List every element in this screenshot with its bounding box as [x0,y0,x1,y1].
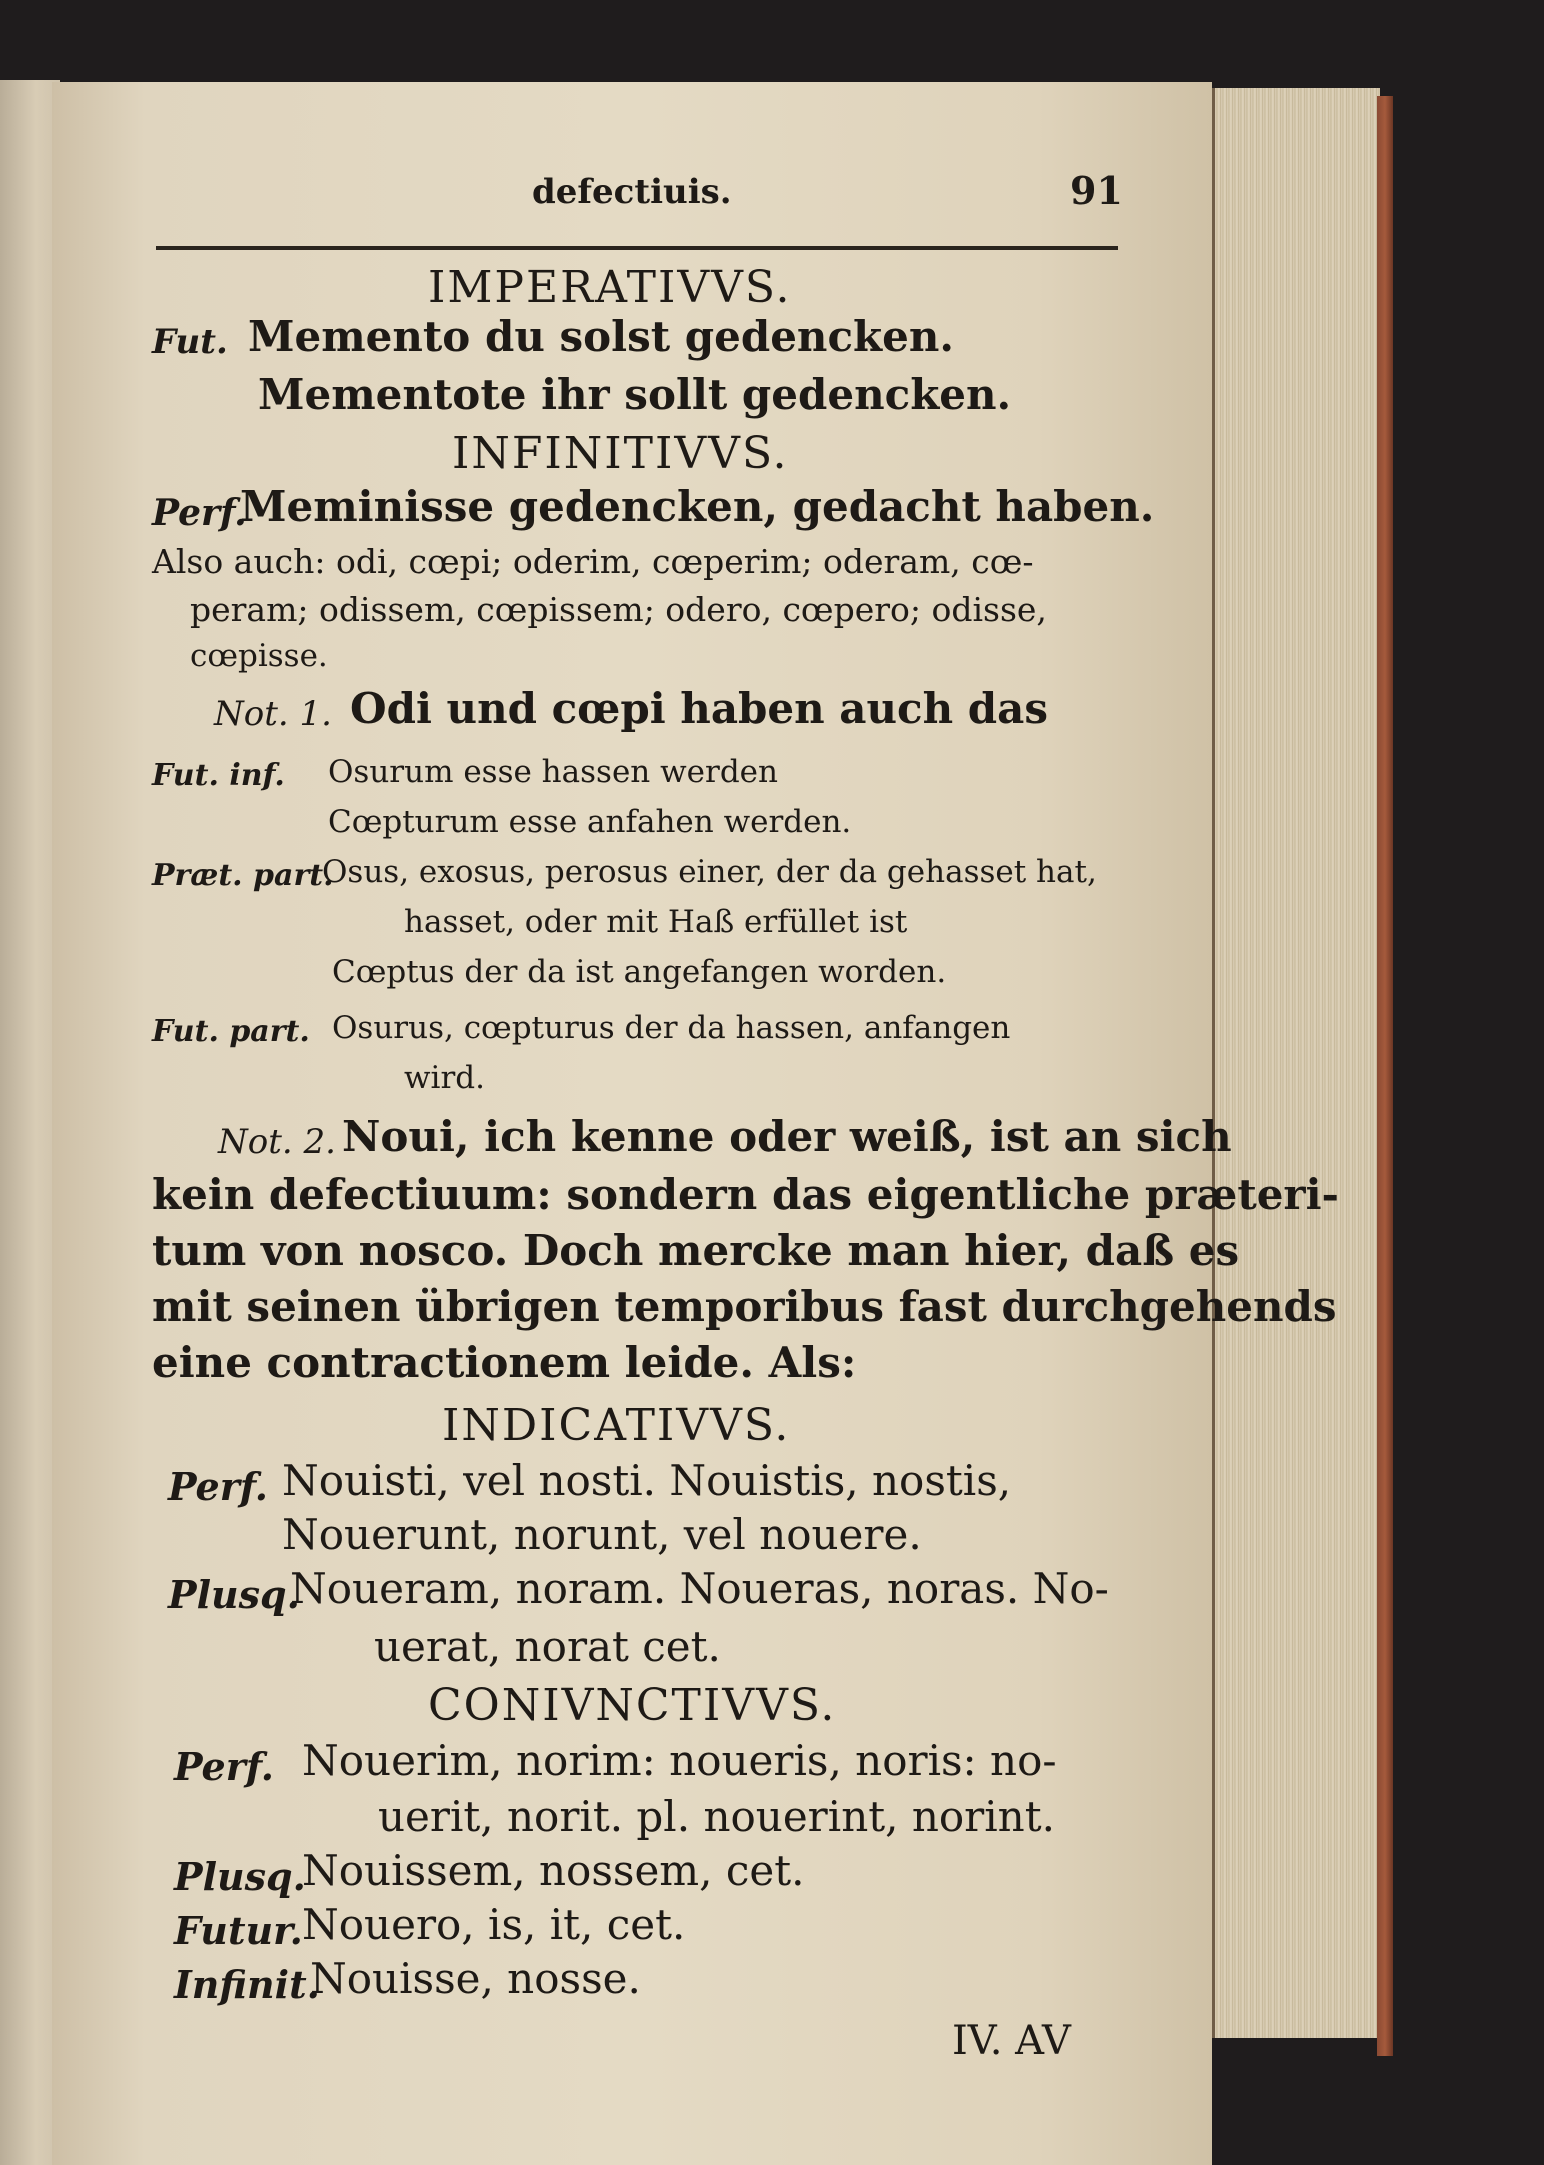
coniunctivus-label-3: Plusq. [174,1854,306,1899]
note1-row-3: Osus, exosus, perosus einer, der da gehasset hat, [322,854,1097,890]
note2-line-1: Noui, ich kenne oder weiß, ist an sich [342,1112,1232,1161]
infinitivus-line-2: Also auch: odi, cœpi; oderim, cœperim; oderam, cœ- [152,542,1034,581]
coniunctivus-row-2: uerit, norit. pl. nouerint, norint. [378,1792,1055,1841]
note2-line-4: mit seinen übrigen temporibus fast durchgehends [152,1282,1337,1331]
note1-text: Odi und cœpi haben auch das [350,684,1048,733]
catchword: IV. AV [952,2018,1071,2064]
note1-row-7: wird. [404,1060,485,1096]
coniunctivus-row-5: Nouisse, nosse. [310,1954,641,2003]
indicativus-plusq-line-1: Noueram, noram. Noueras, noras. No- [290,1564,1109,1613]
coniunctivus-label-1: Perf. [174,1744,274,1789]
note1-label: Not. 1. [214,694,332,734]
note2-line-3: tum von nosco. Doch mercke man hier, daß es [152,1226,1240,1275]
note2-line-2: kein defectiuum: sondern das eigentliche præteri- [152,1170,1339,1219]
label-perf: Perf. [152,492,247,534]
note1-label-6: Fut. part. [152,1014,310,1049]
infinitivus-line-4: cœpisse. [190,638,328,674]
page-block-edge [1212,88,1380,2038]
note2-line-5: eine contractionem leide. Als: [152,1338,857,1387]
page-number: 91 [1070,168,1123,213]
imperativus-line-1: Memento du solst gedencken. [248,312,955,361]
coniunctivus-row-3: Nouissem, nossem, cet. [302,1846,805,1895]
header-rule [156,246,1118,250]
infinitivus-line-1: Meminisse gedencken, gedacht haben. [240,482,1155,531]
note1-label-3: Præt. part. [152,858,334,893]
heading-indicativus: INDICATIVVS. [442,1400,791,1451]
indicativus-plusq-label: Plusq. [168,1572,300,1617]
book-cover-edge [1377,96,1393,2056]
imperativus-line-2: Mementote ihr sollt gedencken. [258,370,1012,419]
indicativus-perf-line-1: Nouisti, vel nosti. Nouistis, nostis, [282,1456,1012,1505]
book-page [52,82,1339,2165]
label-fut: Fut. [152,322,228,362]
coniunctivus-row-4: Nouero, is, it, cet. [302,1900,686,1949]
infinitivus-line-3: peram; odissem, cœpissem; odero, cœpero; odisse, [190,590,1047,629]
coniunctivus-label-4: Futur. [174,1908,303,1953]
note1-row-1: Osurum esse hassen werden [328,754,778,790]
indicativus-perf-label: Perf. [168,1464,268,1509]
heading-infinitivus: INFINITIVVS. [452,428,789,479]
indicativus-plusq-line-2: uerat, norat cet. [374,1622,721,1671]
note1-row-5: Cœptus der da ist angefangen worden. [332,954,947,990]
note1-row-6: Osurus, cœpturus der da hassen, anfangen [332,1010,1011,1046]
running-title: defectiuis. [532,172,732,212]
note1-row-2: Cœpturum esse anfahen werden. [328,804,852,840]
coniunctivus-label-5: Infinit. [174,1962,320,2007]
heading-coniunctivus: CONIVNCTIVVS. [428,1680,837,1731]
note1-label-1: Fut. inf. [152,758,285,793]
indicativus-perf-line-2: Nouerunt, norunt, vel nouere. [282,1510,922,1559]
note1-row-4: hasset, oder mit Haß erfüllet ist [404,904,908,940]
facing-page-edge [0,80,60,2165]
note2-label: Not. 2. [218,1122,336,1162]
heading-imperativus: IMPERATIVVS. [428,262,792,313]
coniunctivus-row-1: Nouerim, norim: noueris, noris: no- [302,1736,1057,1785]
